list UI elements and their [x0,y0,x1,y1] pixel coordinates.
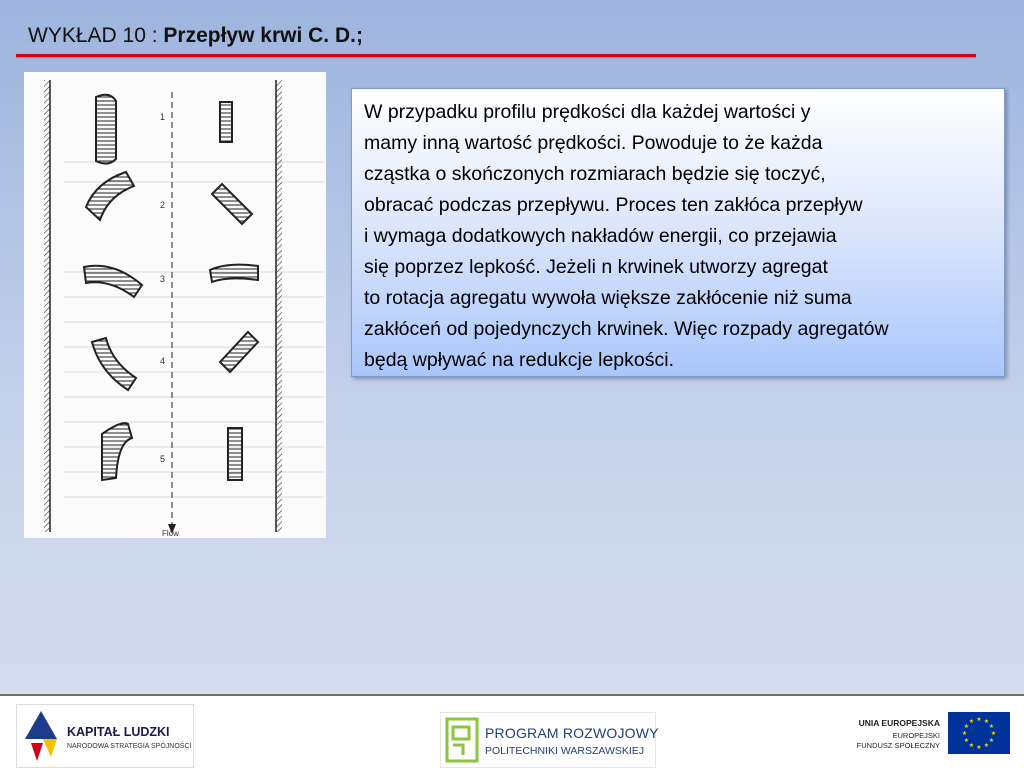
svg-text:★: ★ [988,737,995,744]
eu-line1: UNIA EUROPEJSKA [858,718,940,728]
svg-text:★: ★ [976,716,982,723]
axis-number-1: 1 [160,112,166,122]
program-rozwojowy-subtitle: POLITECHNIKI WARSZAWSKIEJ [485,745,645,757]
axis-number-5: 5 [160,454,166,464]
slide-title [28,24,363,48]
text-line: i wymaga dodatkowych nakładów energii, co przejawia [364,225,837,247]
figure-illustration [24,72,326,538]
text-line: zakłóceń od pojedynczych krwinek. Więc rozpady agregatów [364,318,889,340]
program-rozwojowy-icon [445,717,481,763]
svg-text:★: ★ [976,744,982,751]
text-line: będą wpływać na redukcje lepkości. [364,349,675,371]
explanation-textbox [351,88,1005,377]
text-line: się poprzez lepkość. Jeżeli n krwinek utworzy agregat [364,256,828,278]
program-rozwojowy-logo [440,712,659,768]
eu-flag-icon [948,712,1010,754]
svg-text:★: ★ [963,737,970,744]
title-prefix: WYKŁAD 10 : [28,24,164,47]
axis-number-3: 3 [160,274,166,284]
blood-flow-figure [24,72,326,538]
eu-logo [840,700,1020,766]
eu-line2: EUROPEJSKI [892,731,940,740]
eu-line3: FUNDUSZ SPOŁECZNY [856,741,940,750]
title-divider [16,54,976,57]
svg-text:★: ★ [963,723,970,730]
text-line: W przypadku profilu prędkości dla każdej wartości y [364,101,811,123]
svg-text:★: ★ [988,723,995,730]
svg-text:★: ★ [961,730,968,737]
title-text: Przepływ krwi C. D.; [163,24,363,47]
text-line: cząstka o skończonych rozmiarach będzie się toczyć, [364,163,826,185]
svg-text:★: ★ [983,742,990,749]
text-line: mamy inną wartość prędkości. Powoduje to że każda [364,132,823,154]
axis-number-4: 4 [160,356,166,366]
svg-text:★: ★ [990,730,997,737]
axis-number-2: 2 [160,200,166,210]
kapital-ludzki-name: KAPITAŁ LUDZKI [67,725,170,739]
kapital-ludzki-icon [21,709,61,763]
program-rozwojowy-name: PROGRAM ROZWOJOWY [485,725,659,741]
svg-text:★: ★ [983,718,990,725]
svg-text:★: ★ [968,742,975,749]
flow-label: Flow [162,529,179,538]
kapital-ludzki-logo [16,704,194,768]
svg-text:★: ★ [968,718,975,725]
text-line: to rotacja agregatu wywoła większe zakłócenie niż suma [364,287,852,309]
kapital-ludzki-subtitle: NARODOWA STRATEGIA SPÓJNOŚCI [67,743,192,750]
text-line: obracać podczas przepływu. Proces ten zakłóca przepływ [364,194,863,216]
